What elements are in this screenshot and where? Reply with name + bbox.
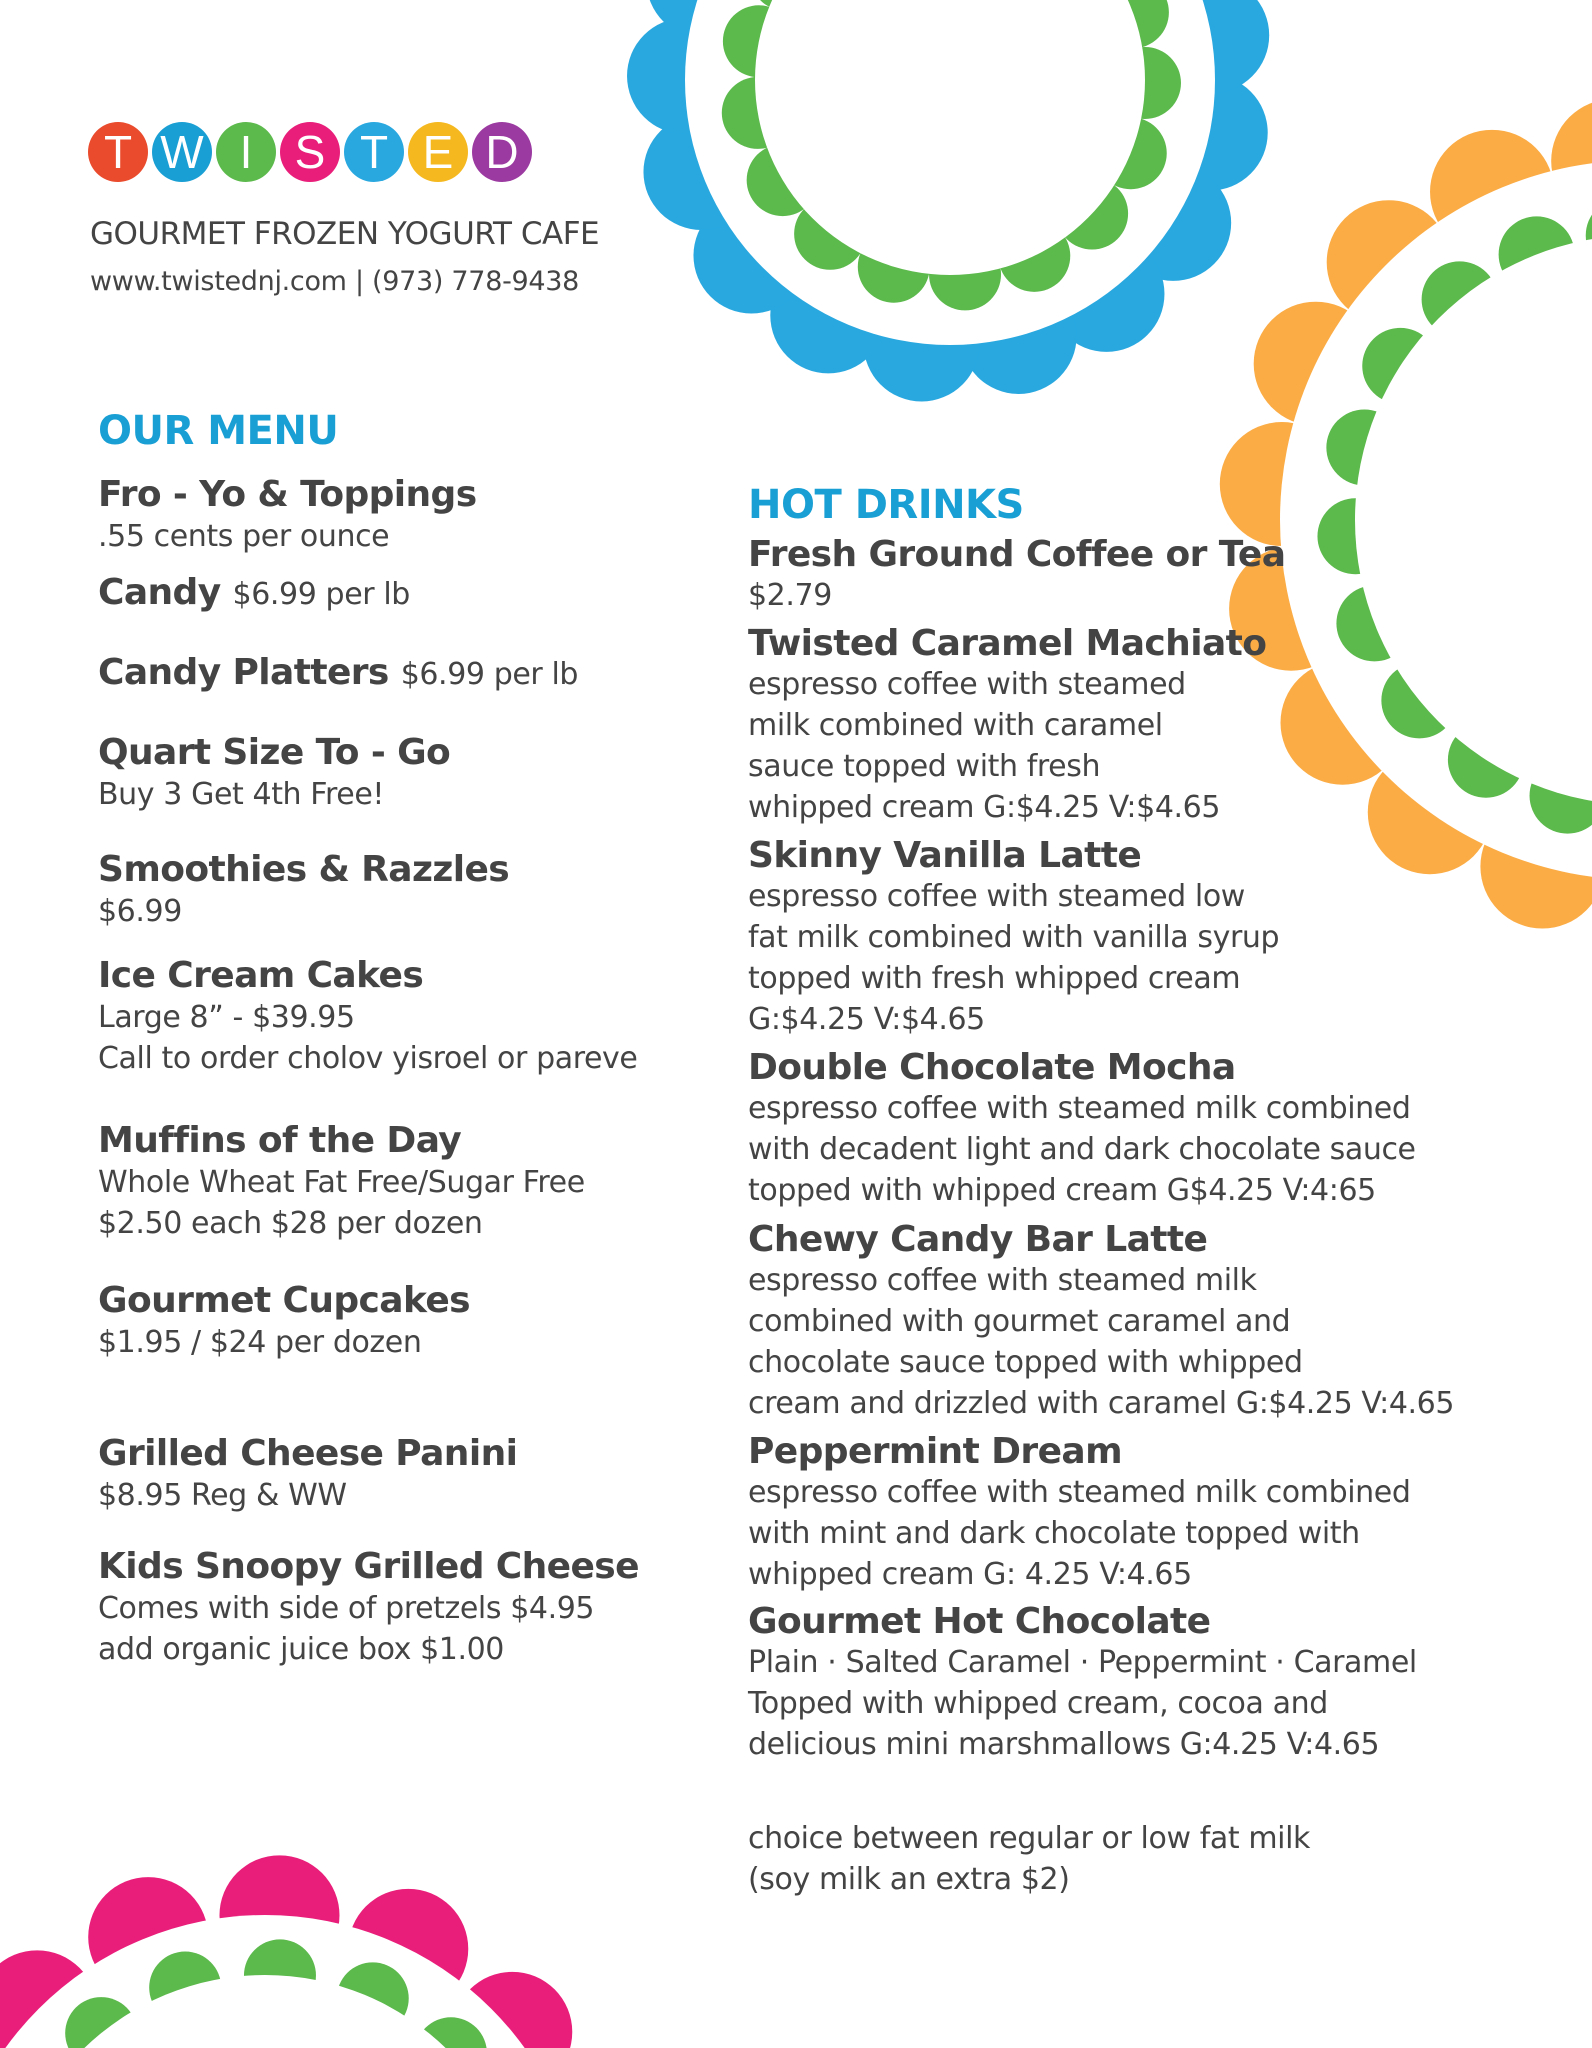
menu-item-detail: $6.99 [98,894,182,929]
milk-note [748,1818,1310,1900]
menu-item-name [98,732,450,774]
drink-item-detail: chocolate sauce topped with whipped [748,1345,1303,1380]
drink-item-detail: delicious mini marshmallows G:4.25 V:4.65 [748,1727,1380,1762]
drink-item-detail: $2.79 [748,578,832,613]
drink-item [748,535,1285,616]
menu-item-price: $6.99 per lb [232,577,410,612]
menu-item-name [98,474,477,516]
menu-item-detail: $2.50 each $28 per dozen [98,1206,483,1241]
logo-letter: D [472,122,532,182]
logo-letter: S [280,122,340,182]
menu-item [98,652,578,696]
drink-item-name: Chewy Candy Bar Latte [748,1219,1208,1260]
menu-item-name [98,849,509,891]
drink-item-name: Twisted Caramel Machiato [748,623,1267,664]
drink-item-name: Double Chocolate Mocha [748,1047,1236,1088]
menu-item [98,849,509,932]
menu-item-title: Quart Size To - Go [98,732,451,773]
flower-shape [1220,99,1592,941]
drink-item [748,1602,1417,1765]
drink-item [748,1220,1454,1424]
drink-item-detail: topped with whipped cream G$4.25 V:4:65 [748,1173,1376,1208]
menu-item-name [98,1433,517,1475]
menu-item-name [98,1120,585,1162]
drink-item-detail: with decadent light and dark chocolate sauce [748,1132,1416,1167]
menu-item [98,1280,470,1363]
menu-item-title: Muffins of the Day [98,1120,462,1161]
menu-item-title: Fro - Yo & Toppings [98,474,477,515]
menu-item-name [98,572,410,616]
drink-item-name: Fresh Ground Coffee or Tea [748,534,1286,575]
drink-item-detail: espresso coffee with steamed [748,667,1186,702]
menu-item-name [98,1546,639,1588]
menu-item-detail: $8.95 Reg & WW [98,1478,347,1513]
drink-item-detail: fat milk combined with vanilla syrup [748,920,1280,955]
menu-item-title: Kids Snoopy Grilled Cheese [98,1546,639,1587]
menu-item-title: Candy [98,572,221,613]
menu-item [98,955,637,1079]
milk-note-line: choice between regular or low fat milk [748,1821,1311,1856]
menu-item-title: Grilled Cheese Panini [98,1433,518,1474]
menu-item-detail: add organic juice box $1.00 [98,1632,504,1667]
logo-tagline: GOURMET FROZEN YOGURT CAFE [90,216,600,252]
menu-item-detail: Whole Wheat Fat Free/Sugar Free [98,1165,585,1200]
drink-item-detail: Topped with whipped cream, cocoa and [748,1686,1328,1721]
menu-item-name [98,1280,470,1322]
logo-letter: T [344,122,404,182]
drink-item [748,1048,1416,1211]
drink-item-detail: espresso coffee with steamed milk combined [748,1091,1411,1126]
logo-letter: T [88,122,148,182]
drink-item [748,836,1279,1040]
hot-drinks-heading: HOT DRINKS [748,482,1024,528]
drink-item-name: Peppermint Dream [748,1431,1122,1472]
menu-item-detail: .55 cents per ounce [98,519,390,554]
drink-item [748,624,1266,828]
drink-item-detail: with mint and dark chocolate topped with [748,1516,1360,1551]
milk-note-line: (soy milk an extra $2) [748,1862,1070,1897]
menu-item [98,1433,517,1516]
menu-item [98,1546,639,1670]
drink-item-detail: espresso coffee with steamed milk combined [748,1475,1411,1510]
menu-item [98,474,477,557]
drink-item-detail: G:$4.25 V:$4.65 [748,1002,985,1037]
drink-item-detail: cream and drizzled with caramel G:$4.25 V:4.65 [748,1386,1455,1421]
menu-item-title: Gourmet Cupcakes [98,1280,471,1321]
menu-item-title: Smoothies & Razzles [98,849,510,890]
drink-item-detail: whipped cream G: 4.25 V:4.65 [748,1557,1192,1592]
drink-item-detail: topped with fresh whipped cream [748,961,1241,996]
drink-item-detail: combined with gourmet caramel and [748,1304,1291,1339]
menu-item-detail: $1.95 / $24 per dozen [98,1325,422,1360]
menu-item-detail: Large 8” - $39.95 [98,1000,355,1035]
flower-shape [0,1855,641,2048]
menu-item [98,572,410,616]
menu-item-detail: Comes with side of pretzels $4.95 [98,1591,595,1626]
drink-item-detail: milk combined with caramel [748,708,1163,743]
menu-item [98,732,450,815]
menu-item-title: Ice Cream Cakes [98,955,424,996]
contact-info: www.twistednj.com | (973) 778-9438 [90,266,580,297]
menu-item-name [98,652,578,696]
menu-item-price: $6.99 per lb [400,657,579,692]
drink-item-detail: espresso coffee with steamed low [748,879,1245,914]
logo-letter: E [408,122,468,182]
menu-item-title: Candy Platters [98,652,389,693]
menu-item-name [98,955,637,997]
drink-item-name: Gourmet Hot Chocolate [748,1601,1211,1642]
menu-item-detail: Buy 3 Get 4th Free! [98,777,384,812]
twisted-logo [88,122,532,182]
our-menu-heading: OUR MENU [98,408,339,454]
logo-letter: I [216,122,276,182]
drink-item-detail: espresso coffee with steamed milk [748,1263,1257,1298]
drink-item [748,1432,1410,1595]
menu-item [98,1120,585,1244]
drink-item-detail: sauce topped with fresh [748,749,1101,784]
flower-shape [627,0,1269,401]
drink-item-detail: whipped cream G:$4.25 V:$4.65 [748,790,1221,825]
drink-item-name: Skinny Vanilla Latte [748,835,1142,876]
menu-item-detail: Call to order cholov yisroel or pareve [98,1041,638,1076]
drink-item-detail: Plain · Salted Caramel · Peppermint · Caramel [748,1645,1417,1680]
logo-letter: W [152,122,212,182]
